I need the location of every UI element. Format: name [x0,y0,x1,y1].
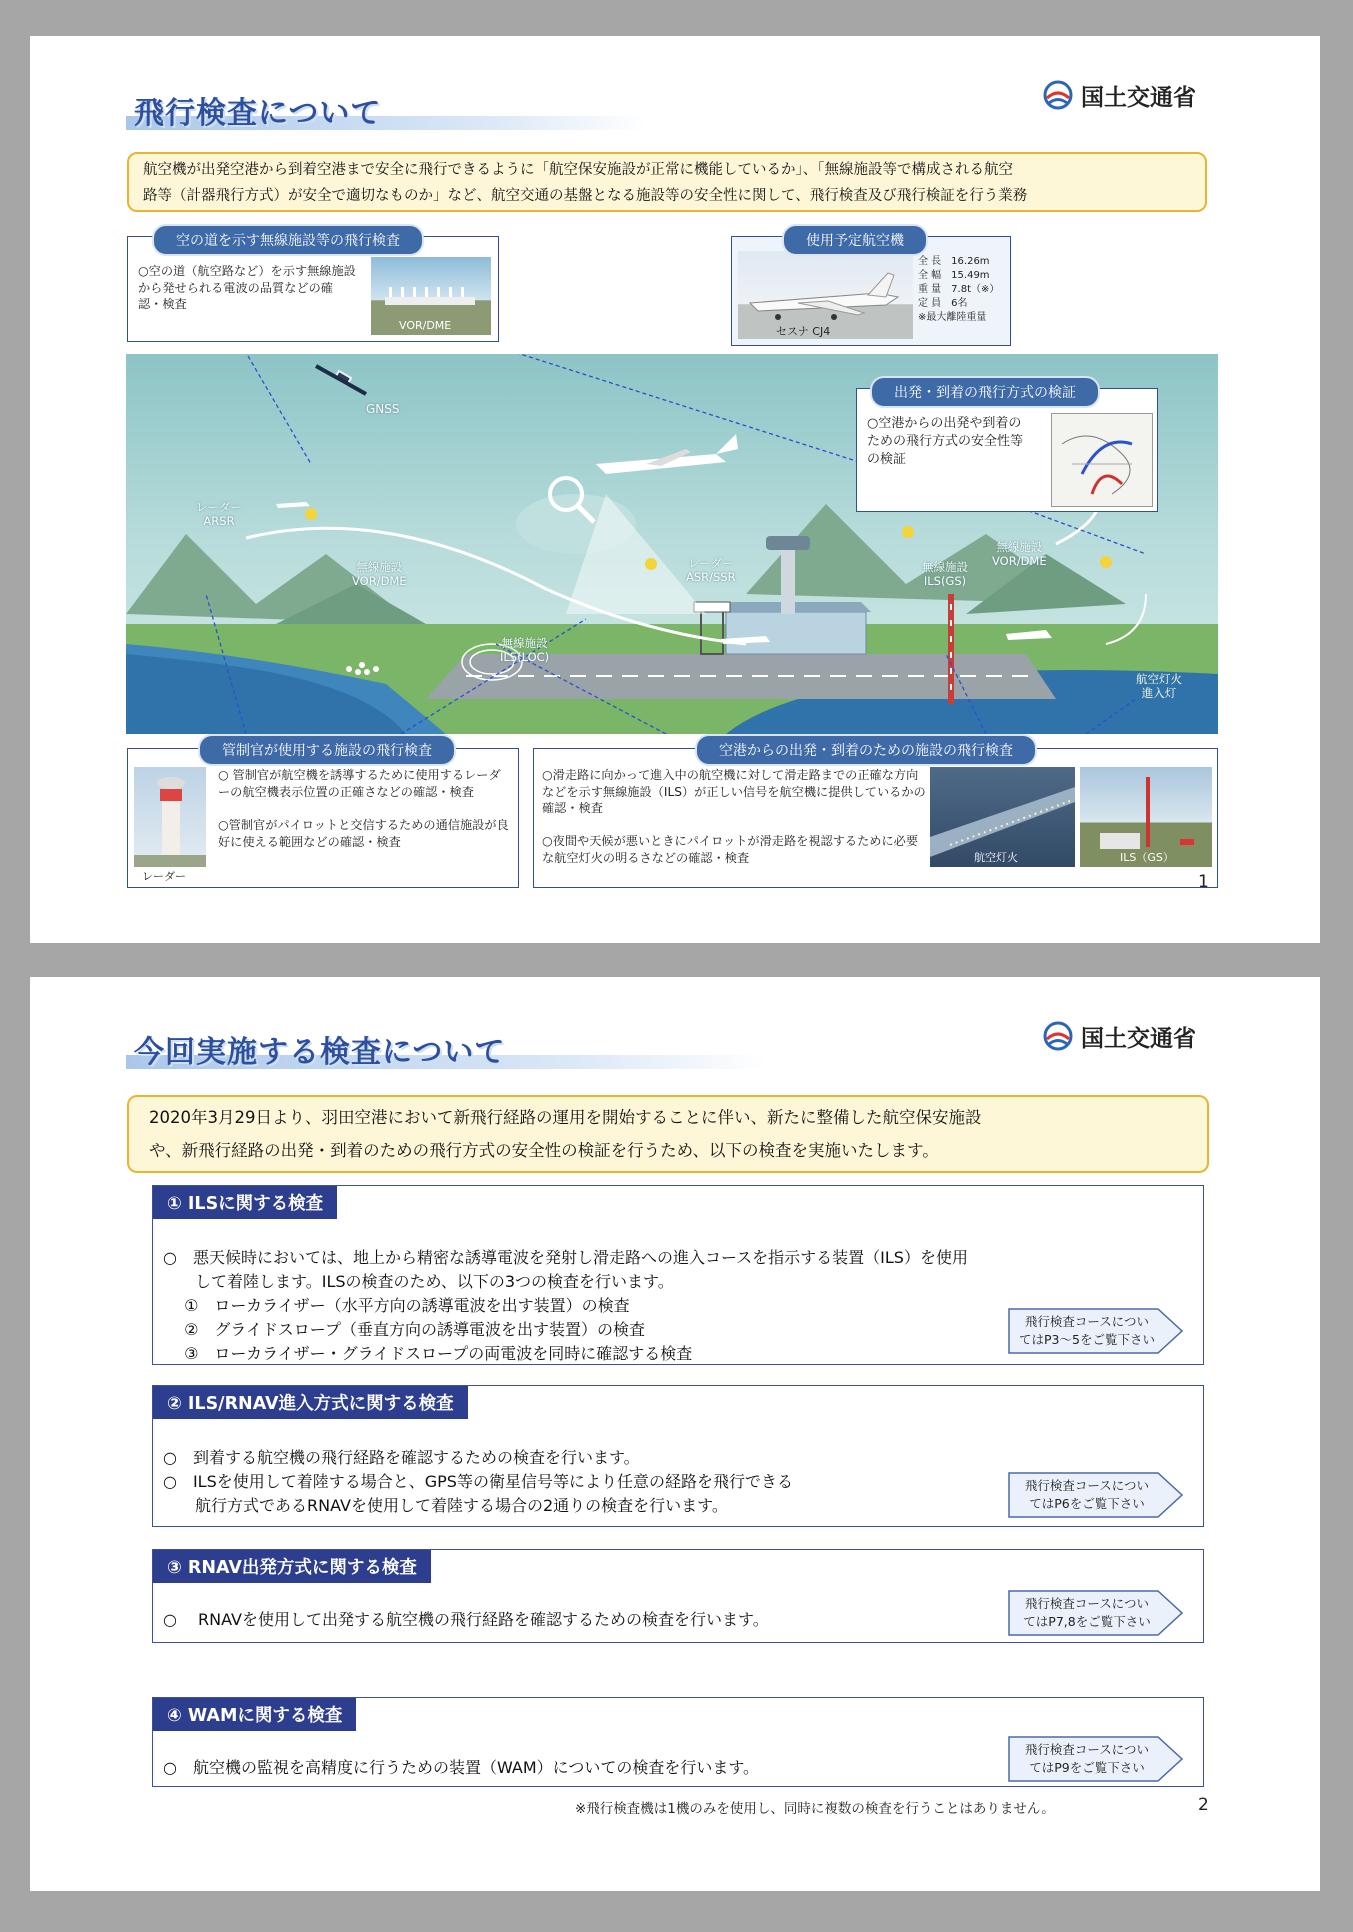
tag-line: 飛行検査コースについ [1024,1314,1150,1329]
section-line: ① ローカライザー（水平方向の誘導電波を出す装置）の検査 [163,1296,630,1315]
page-title: 今回実施する検査について [134,1035,506,1070]
page-number: 1 [1198,872,1209,892]
procedure-text: ○空港からの出発や到着のための飛行方式の安全性等の検証 [867,416,1024,467]
section-line: ○ 悪天候時においては、地上から精密な誘導電波を発射し滑走路への進入コースを指示する装置（ILS）を使用 [163,1248,968,1267]
course-reference-tag[interactable] [1008,1472,1184,1518]
intro-box [127,1095,1209,1173]
mlit-logo [1043,1019,1196,1053]
cessna-photo [738,251,913,339]
intro-line: 路等（計器飛行方式）が安全で適切なものか」など、航空交通の基盤となる施設等の安全性に関して、飛行検査及び飛行検証を行う業務 [143,188,1028,204]
radar-photo [134,767,206,867]
procedure-label: 出発・到着の飛行方式の検証 [870,376,1100,408]
tag-line: 飛行検査コースについ [1024,1596,1150,1611]
logo-text: 国土交通省 [1081,1025,1196,1052]
mlit-logo [1043,78,1196,112]
intro-line: や、新飛行経路の出発・到着のための飛行方式の安全性の検証を行うため、以下の検査を実施いたします。 [149,1141,939,1160]
approach-light-photo [930,767,1075,867]
section-body [163,1608,1033,1632]
section-header: ③ RNAV出発方式に関する検査 [153,1550,431,1583]
procedure-chart-image [1051,413,1153,507]
spec-width: 全 幅 15.49m [918,270,990,281]
radar-arsr-label: レーダー ARSR [196,500,242,528]
section-ils [152,1185,1204,1365]
course-reference-tag[interactable] [1008,1590,1184,1636]
course-reference-tag[interactable] [1008,1308,1184,1354]
spec-capacity: 定 員 6名 [918,298,968,309]
atc-facility-box [127,748,519,888]
atc-item-2: ○管制官がパイロットと交信するための通信施設が良好に使える範囲などの確認・検査 [218,818,509,849]
section-ils-rnav-approach [152,1385,1204,1527]
atc-item-1: ○ 管制官が航空機を誘導するために使用するレーダーの航空機表示位置の正確さなどの確認・検査 [218,768,501,799]
vor-dme-caption: VOR/DME [399,319,452,332]
intro-box [127,152,1207,212]
airport-item-1: ○滑走路に向かって進入中の航空機に対して滑走路までの正確な方向などを示す無線施設（ILS）が正しい信号を航空機に提供しているかの確認・検査 [542,768,926,815]
vor-dme-left-label: 無線施設 VOR/DME [352,560,407,588]
ils-gs-photo [1080,767,1212,867]
aircraft-specs [918,255,999,325]
section-line: ② グライドスロープ（垂直方向の誘導電波を出す装置）の検査 [163,1320,645,1339]
spec-length: 全 長 16.26m [918,256,990,267]
section-body [163,1756,1033,1780]
section-body [163,1246,1033,1366]
section-rnav-departure [152,1549,1204,1643]
ils-gs-caption: ILS（GS） [1120,851,1174,864]
page-number: 2 [1198,1795,1209,1815]
section-line: ○ 航空機の監視を高精度に行うための装置（WAM）についての検査を行います。 [163,1758,760,1777]
vor-dme-right-label: 無線施設 VOR/DME [992,540,1047,568]
ils-loc-label: 無線施設 ILS(LOC) [500,636,550,664]
approach-light-label: 航空灯火 進入灯 [1136,672,1182,700]
footnote: ※飛行検査機は1機のみを使用し、同時に複数の検査を行うことはありません。 [575,1801,1055,1817]
page-2 [30,977,1320,1891]
section-line: ○ ILSを使用して着陸する場合と、GPS等の衛星信号等により任意の経路を飛行できる [163,1472,793,1491]
aircraft-label: 使用予定航空機 [782,224,928,256]
atc-facility-label: 管制官が使用する施設の飛行検査 [198,734,456,766]
intro-line: 航空機が出発空港から到着空港まで安全に飛行できるように「航空保安施設が正常に機能しているか」、「無線施設等で構成される航空 [143,162,1013,178]
ils-gs-label: 無線施設 ILS(GS) [922,560,968,588]
sky-route-text: ○空の道（航空路など）を示す無線施設から発せられる電波の品質などの確認・検査 [138,264,356,311]
approach-light-caption: 航空灯火 [974,851,1018,864]
radar-asr-label: レーダー ASR/SSR [686,556,736,584]
section-line: ③ ローカライザー・グライドスロープの両電波を同時に確認する検査 [163,1344,693,1363]
tag-line: てはP3～5をご覧下さい [1019,1332,1155,1347]
section-header: ① ILSに関する検査 [153,1186,337,1219]
procedure-chart-graphic [1052,414,1153,507]
radar-tower-graphic [134,767,206,867]
logo-text: 国土交通省 [1081,84,1196,111]
vor-dme-photo [371,257,491,335]
mlit-emblem-icon [1043,78,1073,112]
page-1 [30,36,1320,943]
tag-line: てはP7,8をご覧下さい [1023,1614,1151,1629]
tag-line: てはP9をご覧下さい [1029,1760,1145,1775]
tag-line: てはP6をご覧下さい [1029,1496,1145,1511]
radar-caption: レーダー [142,870,186,883]
section-body [163,1446,1033,1518]
spec-note: ※最大離陸重量 [918,312,987,323]
section-line: ○ RNAVを使用して出発する航空機の飛行経路を確認するための検査を行います。 [163,1610,769,1629]
intro-line: 2020年3月29日より、羽田空港において新飛行経路の運用を開始することに伴い、新たに整備した航空保安施設 [149,1108,982,1127]
airport-facility-box [533,748,1218,888]
section-line: ○ 到着する航空機の飛行経路を確認するための検査を行います。 [163,1448,640,1467]
cessna-caption: セスナ CJ4 [776,325,831,338]
section-line: して着陸します。ILSの検査のため、以下の3つの検査を行います。 [163,1272,674,1291]
sky-route-label: 空の道を示す無線施設等の飛行検査 [152,224,424,256]
gnss-label: GNSS [366,402,400,416]
section-header: ④ WAMに関する検査 [153,1698,356,1731]
section-line: 航行方式であるRNAVを使用して着陸する場合の2通りの検査を行います。 [163,1496,728,1515]
airport-facility-label: 空港からの出発・到着のための施設の飛行検査 [695,734,1037,766]
tag-line: 飛行検査コースについ [1024,1742,1150,1757]
airport-item-2: ○夜間や天候が悪いときにパイロットが滑走路を視認するために必要な航空灯火の明るさなどの確認・検査 [542,834,919,865]
page-title: 飛行検査について [134,96,382,131]
tag-line: 飛行検査コースについ [1024,1478,1150,1493]
mlit-emblem-icon [1043,1019,1073,1053]
course-reference-tag[interactable] [1008,1736,1184,1782]
spec-weight: 重 量 7.8t（※） [918,284,1000,295]
section-wam [152,1697,1204,1787]
section-header: ② ILS/RNAV進入方式に関する検査 [153,1386,468,1419]
